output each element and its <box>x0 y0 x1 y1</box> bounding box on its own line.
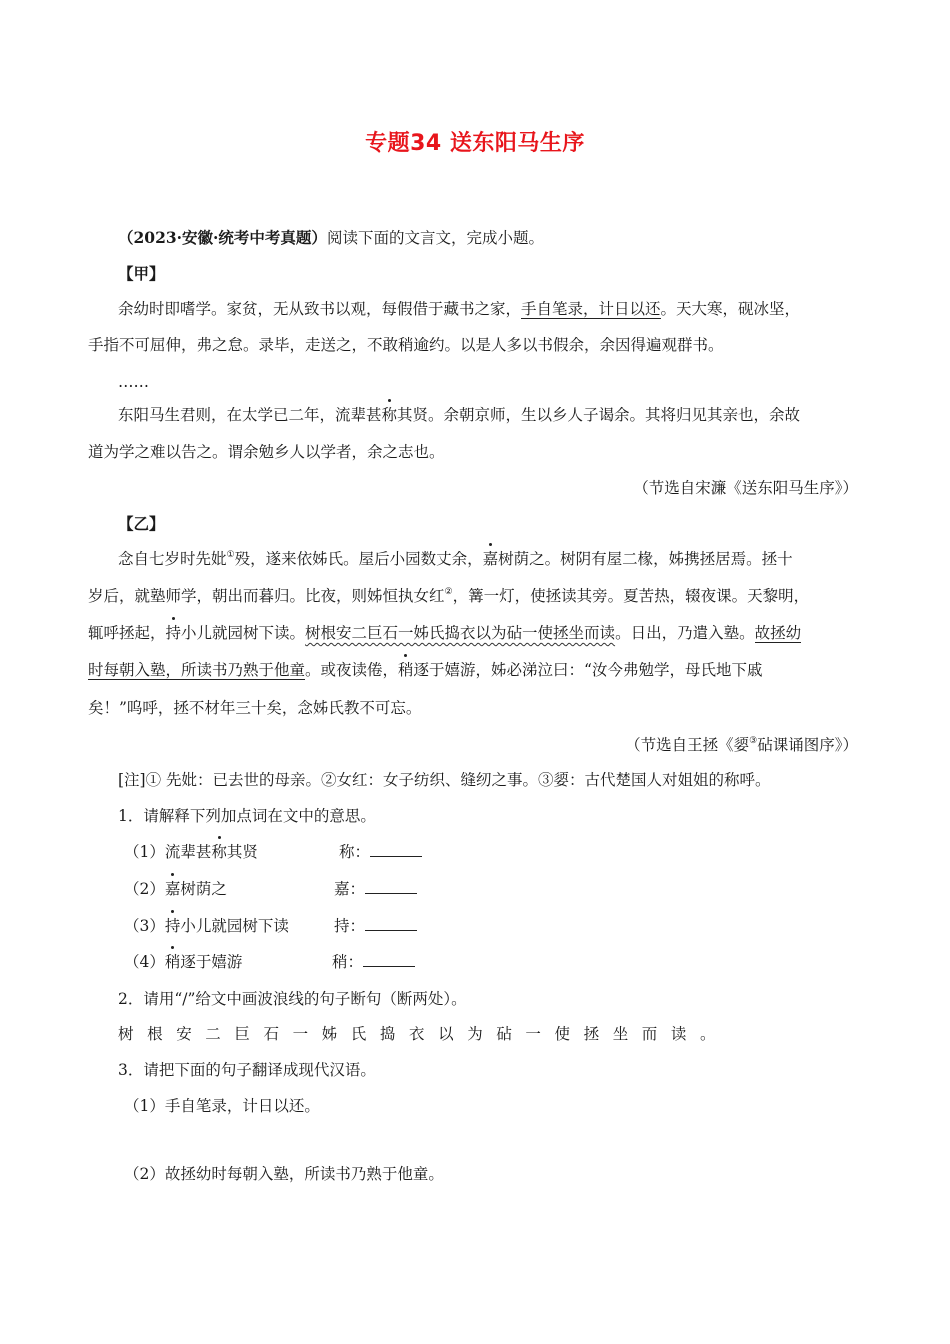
yi-line1 <box>118 549 793 569</box>
dotted-word: 稍 <box>164 953 181 971</box>
answer-label: 称： <box>339 843 371 861</box>
text-run: 树荫之。树阴有屋二椽，姊携拯居焉。拯十 <box>498 550 793 568</box>
text-run: 其贤 <box>226 843 258 861</box>
dotted-word: 稍 <box>398 661 414 679</box>
jia-source: （节选自宋濂《送东阳马生序》） <box>633 479 858 497</box>
text-run: 东阳马生君则，在太学已二年，流辈甚 <box>118 406 382 424</box>
jia-p2-line2: 道为学之难以告之。谓余勉乡人以学者，余之志也。 <box>88 443 445 461</box>
answer-blank[interactable] <box>365 879 417 894</box>
yi-line3 <box>88 623 801 643</box>
jia-p1-line2: 手指不可屈伸，弗之怠。录毕，走送之，不敢稍逾约。以是人多以书假余，余因得遍观群书。 <box>88 336 724 354</box>
item-number: （4） <box>124 953 165 971</box>
dotted-word: 持 <box>164 917 181 935</box>
dotted-word: 称 <box>381 406 398 424</box>
text-run: 树荫之 <box>180 880 227 898</box>
text-run: 念自七岁时先妣 <box>118 550 227 568</box>
text-run: 其贤。余朝京师，生以乡人子谒余。其将归见其亲也，余故 <box>397 406 801 424</box>
intro-line <box>118 228 544 248</box>
footnote-mark: ③ <box>749 736 758 746</box>
yi-source <box>625 735 858 755</box>
item-number: （3） <box>124 917 165 935</box>
yi-line4 <box>88 660 762 680</box>
underlined-sentence: 时每朝入塾，所读书乃熟于他童 <box>88 661 306 679</box>
text-run: （节选自王拯《媭 <box>625 736 750 754</box>
q3-stem: 3．请把下面的句子翻译成现代汉语。 <box>118 1061 376 1079</box>
underlined-sentence: 故拯幼 <box>754 624 802 642</box>
item-number: （2） <box>124 880 165 898</box>
section-heading-yi: 【乙】 <box>118 514 165 533</box>
q1-item-3 <box>124 916 289 936</box>
q1-item-2 <box>124 879 227 899</box>
item-number: （1） <box>124 843 165 861</box>
q1-item-4 <box>124 952 242 972</box>
q2-sentence: 树根安二巨石一姊氏捣衣以为砧一使拯坐而读。 <box>118 1025 730 1043</box>
answer-label: 嘉： <box>334 880 366 898</box>
intro-instruction: 阅读下面的文言文，完成小题。 <box>326 229 544 247</box>
text-run: 岁后，就塾师学，朝出而暮归。比夜，则姊恒执女红 <box>88 587 445 605</box>
q1-stem: 1．请解释下列加点词在文中的意思。 <box>118 807 376 825</box>
answer-label: 稍： <box>332 953 364 971</box>
text-run: 逐于嬉游 <box>180 953 243 971</box>
text-run: 辄呼拯起， <box>88 624 166 642</box>
text-run: 余幼时即嗜学。家贫，无从致书以观，每假借于藏书之家， <box>118 300 522 318</box>
q1-answer-1 <box>339 842 422 862</box>
text-run: 。日出，乃遣入塾。 <box>615 624 755 642</box>
q1-answer-3 <box>334 916 417 936</box>
text-run: 。或夜读倦， <box>305 661 399 679</box>
answer-blank[interactable] <box>363 952 415 967</box>
text-run: 流辈甚 <box>164 843 212 861</box>
q3-item-1: （1）手自笔录，计日以还。 <box>124 1097 320 1115</box>
jia-p1-line1 <box>118 299 800 319</box>
text-run: 小儿就园树下读。 <box>181 624 306 642</box>
dotted-word: 嘉 <box>482 550 499 568</box>
text-run: ，篝一灯，使拯读其旁。夏苦热，辍夜课。天黎明， <box>452 587 810 605</box>
jia-p2-line1 <box>118 405 800 425</box>
text-run: 砧课诵图序》） <box>757 736 858 754</box>
footnote: [注]① 先妣：已去世的母亲。②女红：女子纺织、缝纫之事。③媭：古代楚国人对姐姐的称呼。 <box>118 771 771 789</box>
q1-answer-2 <box>334 879 417 899</box>
q1-answer-4 <box>332 952 415 972</box>
yi-line2 <box>88 586 809 606</box>
q1-item-1 <box>124 842 258 862</box>
text-run: 殁，遂来依姊氏。屋后小园数丈余， <box>234 550 483 568</box>
yi-line5: 矣！”呜呼，拯不材年三十矣，念姊氏教不可忘。 <box>88 699 422 717</box>
underlined-sentence: 手自笔录，计日以还 <box>521 300 661 318</box>
q2-stem: 2．请用“/”给文中画波浪线的句子断句（断两处）。 <box>118 990 467 1008</box>
section-heading-jia: 【甲】 <box>118 264 165 283</box>
dotted-word: 称 <box>211 843 227 861</box>
dotted-word: 持 <box>165 624 182 642</box>
answer-label: 持： <box>334 917 366 935</box>
answer-blank[interactable] <box>365 916 417 931</box>
wavy-underlined-sentence: 树根安二巨石一姊氏捣衣以为砧一使拯坐而读 <box>305 624 616 642</box>
text-run: 。天大寒，砚冰坚， <box>660 300 801 318</box>
page-title: 专题34 送东阳马生序 <box>365 131 585 156</box>
answer-blank[interactable] <box>370 842 422 857</box>
text-run: 逐于嬉游，姊必涕泣曰：“汝今弗勉学，母氏地下戚 <box>413 661 763 679</box>
ellipsis: …… <box>118 373 149 391</box>
dotted-word: 嘉 <box>164 880 181 898</box>
footnote-mark: ① <box>226 550 235 560</box>
footnote-mark: ② <box>444 587 453 597</box>
question-source: （2023·安徽·统考中考真题） <box>118 228 327 247</box>
text-run: 小儿就园树下读 <box>180 917 289 935</box>
q3-item-2: （2）故拯幼时每朝入塾，所读书乃熟于他童。 <box>124 1165 444 1183</box>
